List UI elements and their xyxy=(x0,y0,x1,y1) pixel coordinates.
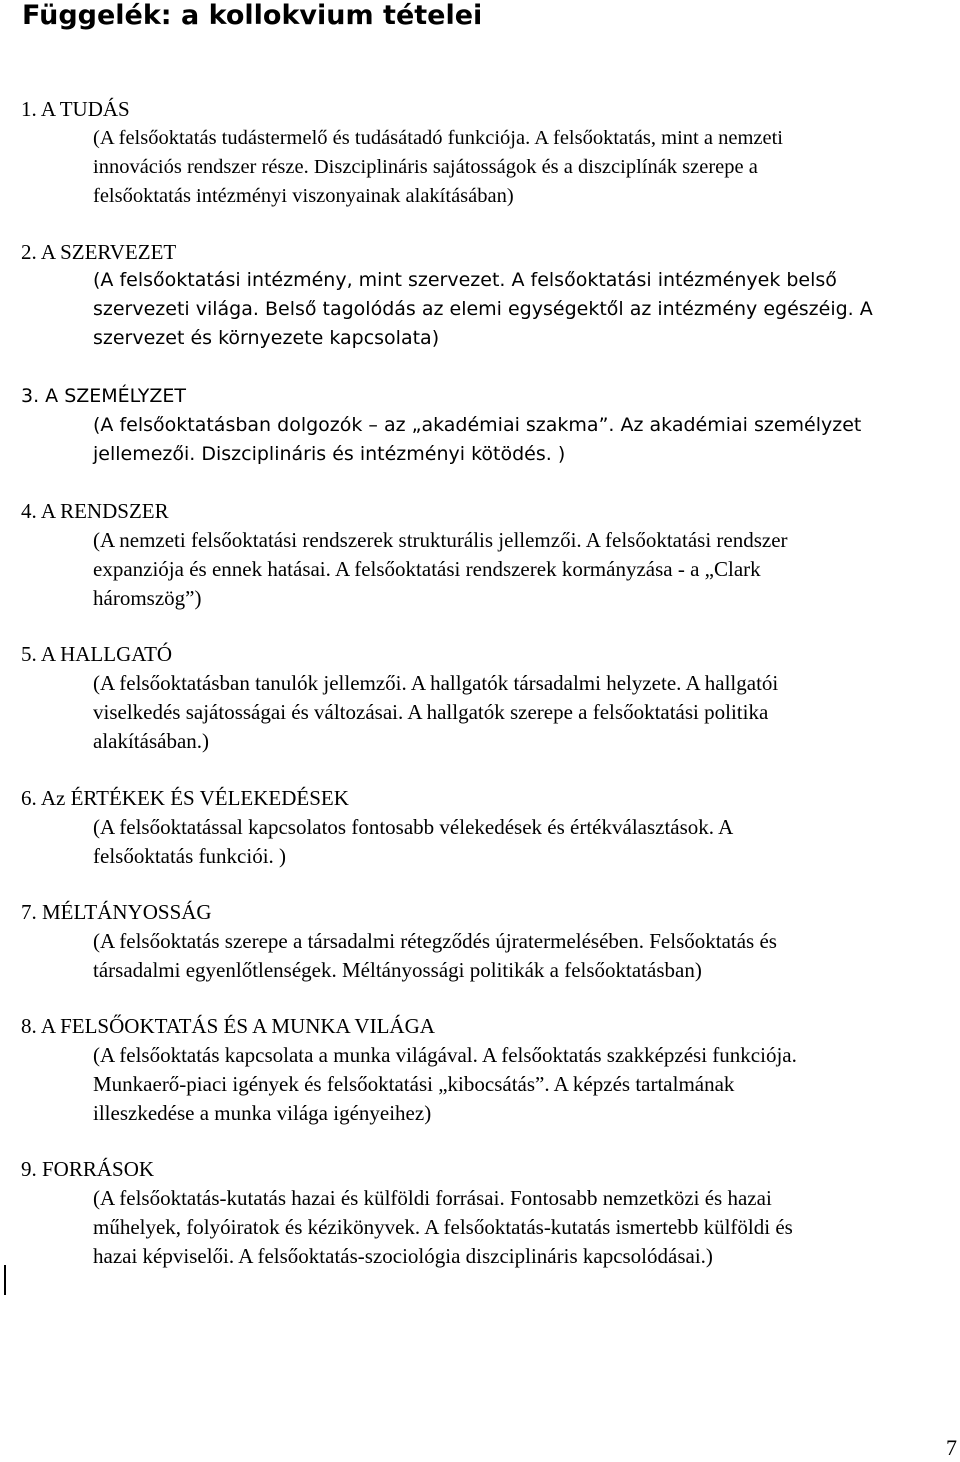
text-cursor-mark xyxy=(4,1265,6,1295)
description-line: viselkedés sajátosságai és változásai. A hallgatók szerepe a felsőoktatási politika xyxy=(93,700,769,724)
section-description-7 xyxy=(93,927,913,985)
section-description-2 xyxy=(93,266,913,353)
section-heading-7: 7. MÉLTÁNYOSSÁG xyxy=(21,900,212,924)
section-heading-1: 1. A TUDÁS xyxy=(21,97,130,121)
section-heading-5: 5. A HALLGATÓ xyxy=(21,642,173,666)
section-heading-2: 2. A SZERVEZET xyxy=(21,240,177,264)
description-line: expanziója és ennek hatásai. A felsőoktatási rendszerek kormányzása - a „Clark xyxy=(93,557,761,581)
description-line: (A felsőoktatás tudástermelő és tudásátadó funkciója. A felsőoktatás, mint a nemzeti xyxy=(93,127,783,149)
page-title: Függelék: a kollokvium tételei xyxy=(22,0,483,31)
description-line: szervezeti világa. Belső tagolódás az elemi egységektől az intézmény egészéig. A xyxy=(93,298,873,320)
description-line: (A nemzeti felsőoktatási rendszerek strukturális jellemzői. A felsőoktatási rendszer xyxy=(93,528,788,552)
description-line: háromszög”) xyxy=(93,586,202,610)
description-line: illeszkedése a munka világa igényeihez) xyxy=(93,1101,432,1125)
description-line: társadalmi egyenlőtlenségek. Méltányossági politikák a felsőoktatásban) xyxy=(93,958,702,982)
section-heading-4: 4. A RENDSZER xyxy=(21,499,169,523)
description-line: (A felsőoktatásban tanulók jellemzői. A hallgatók társadalmi helyzete. A hallgatói xyxy=(93,671,779,695)
section-description-8 xyxy=(93,1041,913,1128)
description-line: műhelyek, folyóiratok és kézikönyvek. A felsőoktatás-kutatás ismertebb külföldi és xyxy=(93,1215,793,1239)
section-description-3 xyxy=(93,411,913,469)
section-description-4 xyxy=(93,526,913,613)
description-line: (A felsőoktatás kapcsolata a munka világával. A felsőoktatás szakképzési funkciója. xyxy=(93,1043,797,1067)
description-line: alakításában.) xyxy=(93,729,210,753)
description-line: (A felsőoktatás szerepe a társadalmi rétegződés újratermelésében. Felsőoktatás és xyxy=(93,929,777,953)
section-heading-9: 9. FORRÁSOK xyxy=(21,1157,155,1181)
description-line: (A felsőoktatás-kutatás hazai és külföldi forrásai. Fontosabb nemzetközi és hazai xyxy=(93,1186,772,1210)
section-heading-6: 6. Az ÉRTÉKEK ÉS VÉLEKEDÉSEK xyxy=(21,786,349,810)
section-description-1 xyxy=(93,124,913,211)
section-description-5 xyxy=(93,669,913,756)
description-line: felsőoktatás intézményi viszonyainak alakításában) xyxy=(93,185,514,207)
description-line: felsőoktatás funkciói. ) xyxy=(93,844,287,868)
description-line: (A felsőoktatásban dolgozók – az „akadémiai szakma”. Az akadémiai személyzet xyxy=(93,414,862,436)
section-description-9 xyxy=(93,1184,913,1271)
section-heading-8: 8. A FELSŐOKTATÁS ÉS A MUNKA VILÁGA xyxy=(21,1014,435,1038)
page-number: 7 xyxy=(946,1435,957,1460)
description-line: (A felsőoktatási intézmény, mint szervezet. A felsőoktatási intézmények belső xyxy=(93,269,837,291)
description-line: hazai képviselői. A felsőoktatás-szociológia diszciplináris kapcsolódásai.) xyxy=(93,1244,713,1268)
section-heading-3: 3. A SZEMÉLYZET xyxy=(21,385,186,407)
description-line: Munkaerő-piaci igények és felsőoktatási „kibocsátás”. A képzés tartalmának xyxy=(93,1072,735,1096)
description-line: (A felsőoktatással kapcsolatos fontosabb vélekedések és értékválasztások. A xyxy=(93,815,734,839)
description-line: innovációs rendszer része. Diszciplináris sajátosságok és a diszciplínák szerepe a xyxy=(93,156,758,178)
section-description-6 xyxy=(93,813,913,871)
description-line: szervezet és környezete kapcsolata) xyxy=(93,327,440,349)
description-line: jellemezői. Diszciplináris és intézményi kötödés. ) xyxy=(93,443,566,465)
